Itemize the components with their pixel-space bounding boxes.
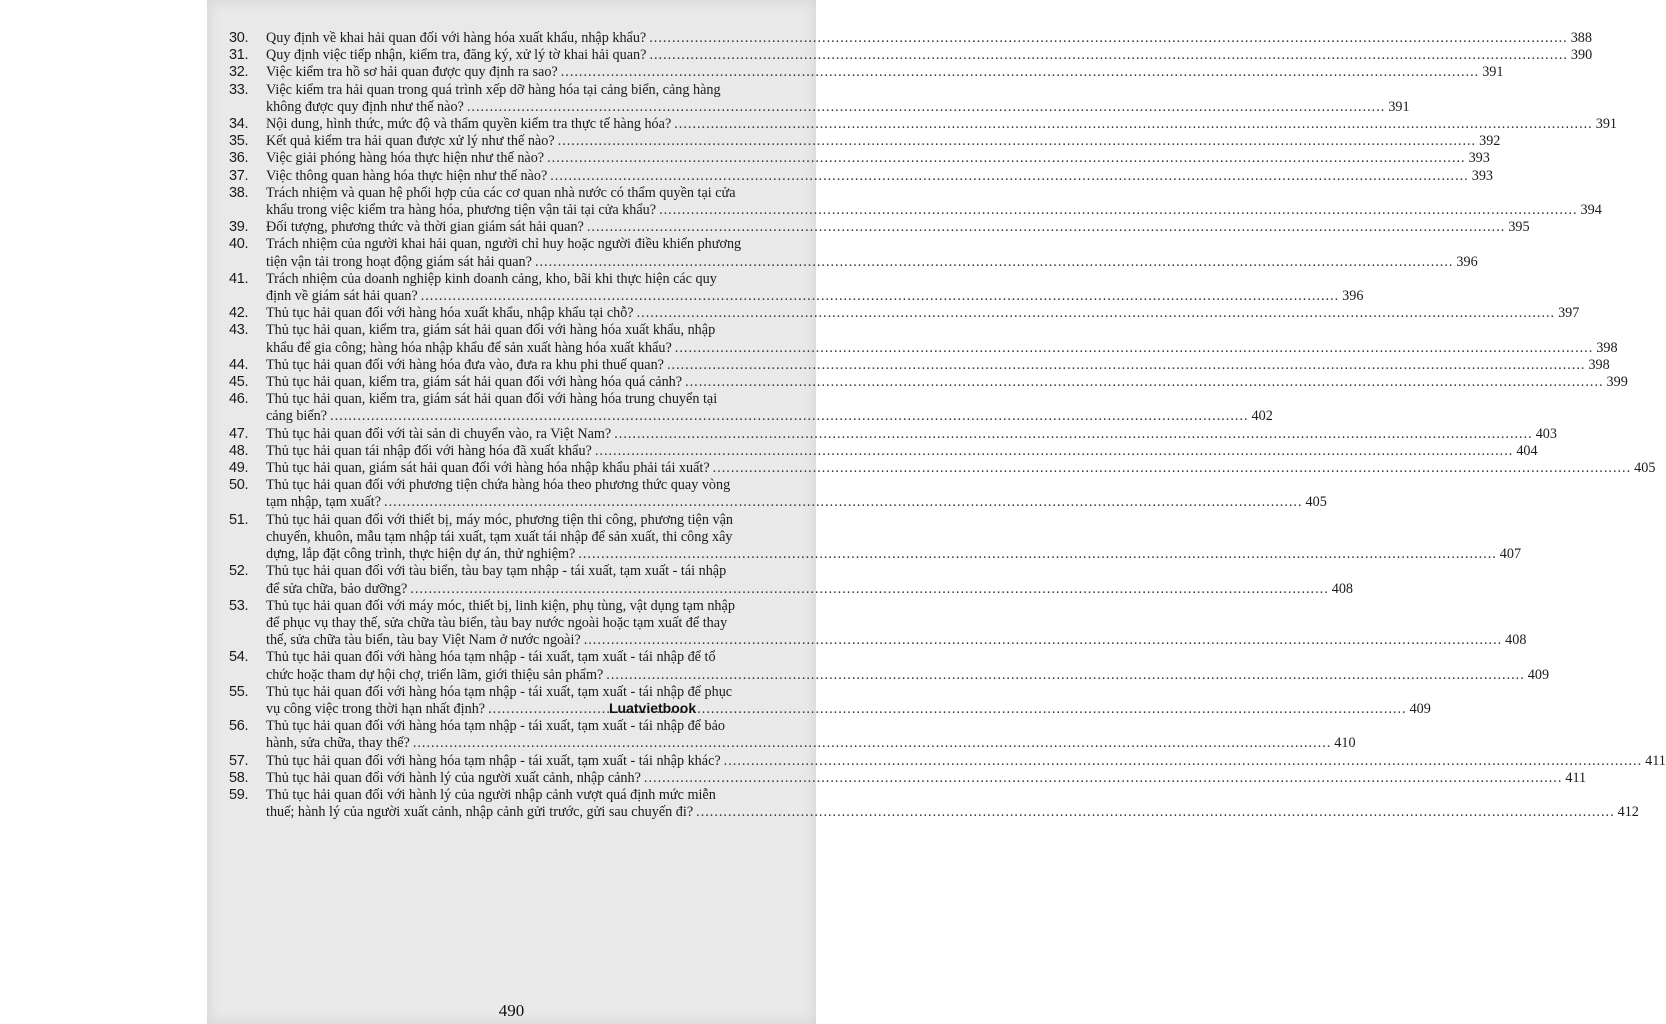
- toc-entry-number: 54.: [229, 649, 249, 666]
- toc-entry-page: 396: [1342, 288, 1364, 305]
- toc-entry-title-line: Thủ tục hải quan đối với hàng hóa tạm nhập - tái xuất, tạm xuất - tái nhập để phục: [266, 683, 733, 700]
- toc-entry-number: 30.: [229, 30, 249, 46]
- toc-entry-line: [266, 271, 1363, 288]
- toc-entry-page: 393: [1471, 167, 1493, 184]
- toc-entry: [229, 116, 1617, 133]
- toc-entry: [229, 597, 1527, 650]
- toc-entry-title-line: Quy định về khai hải quan đối với hàng hóa xuất khẩu, nhập khẩu?: [266, 30, 647, 46]
- dot-leader: [675, 340, 1593, 357]
- toc-entry-text: [266, 787, 1639, 821]
- toc-entry-text: [266, 133, 1500, 150]
- toc-entry-title-line: Nội dung, hình thức, mức độ và thẩm quyền kiểm tra thực tế hàng hóa?: [266, 116, 672, 133]
- toc-entry-text: [266, 718, 1356, 752]
- toc-entry: [229, 649, 1550, 683]
- toc-entry-line: [266, 598, 1526, 615]
- toc-entry-line: [266, 30, 1592, 47]
- toc-entry-title-line: hành, sửa chữa, thay thế?: [266, 735, 410, 752]
- toc-entry: [229, 64, 1504, 81]
- toc-entry-text: [266, 443, 1538, 460]
- toc-entry-number: 58.: [229, 769, 249, 786]
- dot-leader: [421, 288, 1339, 305]
- toc-entry-text: [266, 512, 1521, 564]
- toc-entry-text: [266, 649, 1549, 683]
- dot-leader: [558, 133, 1476, 150]
- toc-entry-title-line: Thủ tục hải quan đối với hàng hóa xuất khẩu, nhập khẩu tại chỗ?: [266, 305, 634, 322]
- toc-entry: [229, 219, 1530, 236]
- book-page: [207, 0, 1666, 1024]
- toc-entry: [229, 184, 1602, 219]
- toc-entry-title-line: để phục vụ thay thế, sửa chữa tàu biển, tàu bay nước ngoài hoặc tạm xuất để thay: [266, 614, 728, 631]
- toc-entry-text: [266, 30, 1592, 47]
- toc-entry-page: 399: [1606, 374, 1628, 391]
- toc-entry-line: [266, 47, 1592, 64]
- dot-leader: [659, 202, 1577, 219]
- dot-leader: [674, 116, 1592, 133]
- toc-entry-title-line: Quy định việc tiếp nhận, kiểm tra, đăng ký, xử lý tờ khai hải quan?: [266, 47, 647, 64]
- toc-entry-line: [266, 168, 1493, 185]
- toc-entry-line: [266, 426, 1557, 443]
- toc-entry-number: 48.: [229, 442, 249, 459]
- toc-entry-line: [266, 494, 1327, 511]
- toc-entry-number: 41.: [229, 270, 249, 287]
- toc-entry-title-line: Thủ tục hải quan đối với thiết bị, máy móc, phương tiện thi công, phương tiện vận: [266, 511, 733, 528]
- toc-entry-page: 403: [1535, 425, 1557, 442]
- toc-entry-title-line: vụ công việc trong thời hạn nhất định?: [266, 700, 486, 717]
- toc-entry-title-line: Trách nhiệm của người khai hải quan, người chỉ huy hoặc người điều khiển phương: [266, 236, 742, 253]
- dot-leader: [637, 305, 1555, 322]
- toc-entry-line: [266, 718, 1356, 735]
- dot-leader: [713, 460, 1631, 477]
- toc-entry: [229, 477, 1327, 511]
- toc-entry-text: [266, 168, 1493, 185]
- toc-entry: [229, 81, 1410, 116]
- dot-leader: [584, 632, 1502, 649]
- toc-entry-title-line: Thủ tục hải quan đối với hàng hóa tạm nhập - tái xuất, tạm xuất - tái nhập để bảo: [266, 718, 726, 735]
- toc-entry: [229, 442, 1538, 460]
- toc-entry-text: [266, 82, 1410, 116]
- toc-entry: [229, 460, 1656, 477]
- toc-entry-title-line: Thủ tục hải quan đối với hành lý của người nhập cảnh vượt quá định mức miễn: [266, 786, 716, 803]
- toc-entry: [229, 683, 1431, 718]
- toc-entry-title-line: Thủ tục hải quan đối với tàu biển, tàu bay tạm nhập - tái xuất, tạm xuất - tái nhập: [266, 563, 727, 580]
- toc-entry-text: [266, 460, 1655, 477]
- dot-leader: [550, 168, 1468, 185]
- toc-entry-page: 397: [1558, 305, 1580, 322]
- toc-entry-line: [266, 219, 1530, 236]
- toc-entry-title-line: Đối tượng, phương thức và thời gian giám sát hải quan?: [266, 219, 584, 236]
- toc-entry-line: [266, 322, 1618, 339]
- toc-entry-line: [266, 563, 1353, 580]
- toc-entry-title-line: Thủ tục hải quan tái nhập đối với hàng hóa đã xuất khẩu?: [266, 442, 592, 459]
- toc-entry-page: 412: [1617, 804, 1639, 821]
- toc-entry-title-line: Thủ tục hải quan đối với hàng hóa tạm nhập - tái xuất, tạm xuất - tái nhập để tổ: [266, 649, 716, 666]
- toc-entry-title-line: Việc thông quan hàng hóa thực hiện như thế nào?: [266, 167, 548, 184]
- toc-entry-number: 42.: [229, 305, 249, 322]
- toc-entry-number: 33.: [229, 81, 249, 98]
- toc-entry-text: [266, 357, 1610, 374]
- toc-entry-line: [266, 202, 1602, 219]
- dot-leader: [606, 667, 1524, 684]
- dot-leader: [410, 581, 1328, 598]
- toc-entry-number: 46.: [229, 391, 249, 408]
- toc-entry-text: [266, 426, 1557, 443]
- dot-leader: [696, 804, 1614, 821]
- toc-entry-line: [266, 546, 1521, 563]
- toc-entry-title-line: khẩu để gia công; hàng hóa nhập khẩu để sản xuất hàng hóa xuất khẩu?: [266, 339, 672, 356]
- toc-entry: [229, 391, 1273, 425]
- dot-leader: [649, 47, 1567, 64]
- toc-entry-number: 59.: [229, 786, 249, 803]
- toc-entry-line: [266, 236, 1478, 253]
- toc-entry-line: [266, 753, 1666, 770]
- toc-entry-text: [266, 150, 1490, 167]
- toc-entry-title-line: Việc kiểm tra hải quan trong quá trình xếp dỡ hàng hóa tại cảng biển, cảng hàng: [266, 81, 721, 98]
- dot-leader: [384, 494, 1302, 511]
- toc-entry-text: [266, 236, 1478, 270]
- toc-entry: [229, 374, 1628, 391]
- toc-entry-page: 407: [1499, 546, 1522, 563]
- toc-entry-line: [266, 804, 1639, 821]
- toc-entry: [229, 270, 1364, 305]
- toc-entry-page: 404: [1516, 442, 1538, 459]
- dot-leader: [547, 150, 1465, 167]
- toc-entry-title-line: khẩu trong việc kiểm tra hàng hóa, phương tiện vận tải tại cửa khẩu?: [266, 202, 657, 219]
- toc-entry-number: 43.: [229, 322, 249, 339]
- toc-entry: [229, 236, 1478, 270]
- toc-entry-page: 393: [1468, 150, 1490, 167]
- toc-entry-title-line: Thủ tục hải quan đối với hàng hóa đưa vào, đưa ra khu phi thuế quan?: [266, 356, 664, 373]
- toc-entry-line: [266, 82, 1410, 99]
- toc-entry-number: 31.: [229, 47, 249, 64]
- toc-entry-line: [266, 374, 1628, 391]
- toc-entry-number: 39.: [229, 219, 249, 236]
- toc-entry-title-line: chức hoặc tham dự hội chợ, triển lãm, giới thiệu sản phẩm?: [266, 666, 604, 683]
- toc-entry-line: [266, 477, 1327, 494]
- toc-entry-title-line: Trách nhiệm và quan hệ phối hợp của các cơ quan nhà nước có thẩm quyền tại cửa: [266, 184, 736, 201]
- toc-entry-line: [266, 701, 1431, 718]
- toc-entry-number: 40.: [229, 236, 249, 253]
- toc-entry-line: [266, 185, 1602, 202]
- toc-entry-page: 396: [1456, 253, 1478, 270]
- toc-entry-title-line: Thủ tục hải quan, giám sát hải quan đối với hàng hóa nhập khẩu phải tái xuất?: [266, 460, 710, 477]
- toc-entry-text: [266, 391, 1273, 425]
- toc-entry-page: 388: [1570, 30, 1592, 46]
- toc-entry-text: [266, 185, 1602, 219]
- toc-entry-text: [266, 116, 1617, 133]
- toc-entry-title-line: Thủ tục hải quan đối với tài sản di chuyển vào, ra Việt Nam?: [266, 425, 612, 442]
- toc-entry-page: 405: [1634, 460, 1656, 477]
- table-of-contents: [229, 30, 1666, 821]
- toc-entry-line: [266, 254, 1478, 271]
- dot-leader: [578, 546, 1496, 563]
- toc-entry-page: 391: [1595, 116, 1617, 133]
- toc-entry-text: [266, 374, 1628, 391]
- toc-entry-title-line: định về giám sát hải quan?: [266, 288, 418, 305]
- toc-entry-title-line: Thủ tục hải quan đối với máy móc, thiết bị, linh kiện, phụ tùng, vật dụng tạm nhập: [266, 597, 735, 614]
- toc-entry-line: [266, 340, 1618, 357]
- toc-entry-number: 56.: [229, 718, 249, 735]
- toc-entry-number: 55.: [229, 683, 249, 700]
- toc-entry-number: 53.: [229, 597, 249, 614]
- toc-entry-page: 395: [1508, 219, 1530, 236]
- dot-leader: [587, 219, 1505, 236]
- toc-entry-page: 392: [1479, 133, 1501, 150]
- toc-entry-number: 32.: [229, 64, 249, 81]
- toc-entry-title-line: Thủ tục hải quan, kiểm tra, giám sát hải quan đối với hàng hóa quá cảnh?: [266, 374, 683, 391]
- toc-entry-title-line: tiện vận tải trong hoạt động giám sát hải quan?: [266, 253, 532, 270]
- toc-entry-line: [266, 99, 1410, 116]
- toc-entry-text: [266, 753, 1666, 770]
- toc-entry-line: [266, 581, 1353, 598]
- toc-entry-title-line: tạm nhập, tạm xuất?: [266, 494, 382, 511]
- toc-entry-title-line: Thủ tục hải quan đối với hành lý của người xuất cảnh, nhập cảnh?: [266, 769, 641, 786]
- toc-entry-title-line: Thủ tục hải quan đối với phương tiện chứa hàng hóa theo phương thức quay vòng: [266, 477, 731, 494]
- toc-entry-line: [266, 632, 1526, 649]
- toc-entry-text: [266, 770, 1586, 787]
- toc-entry-title-line: Việc giải phóng hàng hóa thực hiện như thế nào?: [266, 150, 545, 167]
- toc-entry-line: [266, 512, 1521, 529]
- toc-entry-page: 411: [1565, 769, 1587, 786]
- toc-entry-title-line: thuế; hành lý của người xuất cảnh, nhập cảnh gửi trước, gửi sau chuyến đi?: [266, 804, 694, 821]
- toc-entry-title-line: Thủ tục hải quan đối với hàng hóa tạm nhập - tái xuất, tạm xuất - tái nhập khác?: [266, 752, 721, 769]
- toc-entry-line: [266, 770, 1586, 787]
- toc-entry-number: 34.: [229, 116, 249, 133]
- toc-entry: [229, 322, 1618, 356]
- toc-entry: [229, 718, 1356, 752]
- toc-entry-title-line: Kết quả kiểm tra hải quan được xử lý như thế nào?: [266, 133, 555, 150]
- toc-entry-page: 410: [1334, 735, 1356, 752]
- toc-entry-number: 37.: [229, 167, 249, 184]
- toc-entry: [229, 769, 1587, 787]
- toc-entry-text: [266, 305, 1579, 322]
- toc-entry-title-line: Trách nhiệm của doanh nghiệp kinh doanh cảng, kho, bãi khi thực hiện các quy: [266, 270, 717, 287]
- toc-entry-page: 408: [1505, 632, 1527, 649]
- toc-entry: [229, 356, 1610, 374]
- toc-entry-title-line: cảng biển?: [266, 408, 328, 425]
- toc-entry-number: 35.: [229, 133, 249, 150]
- toc-entry-line: [266, 615, 1526, 632]
- toc-entry-line: [266, 787, 1639, 804]
- toc-entry-title-line: Thủ tục hải quan, kiểm tra, giám sát hải quan đối với hàng hóa xuất khẩu, nhập: [266, 322, 716, 339]
- toc-entry-number: 51.: [229, 511, 249, 528]
- toc-entry: [229, 563, 1354, 597]
- toc-entry-line: [266, 133, 1500, 150]
- dot-leader: [330, 408, 1248, 425]
- toc-entry-text: [266, 598, 1526, 650]
- toc-entry-line: [266, 64, 1503, 81]
- toc-entry-text: [266, 64, 1503, 81]
- toc-entry-title-line: thế, sửa chữa tàu biển, tàu bay Việt Nam ở nước ngoài?: [266, 632, 581, 649]
- toc-entry-number: 45.: [229, 374, 249, 391]
- toc-entry-page: 391: [1482, 64, 1504, 81]
- toc-entry-text: [266, 477, 1327, 511]
- toc-entry: [229, 167, 1493, 185]
- toc-entry-line: [266, 408, 1273, 425]
- toc-entry-text: [266, 322, 1618, 356]
- toc-entry-line: [266, 735, 1356, 752]
- toc-entry-page: 398: [1588, 356, 1610, 373]
- toc-entry: [229, 305, 1580, 322]
- toc-entry-text: [266, 563, 1353, 597]
- dot-leader: [614, 426, 1532, 443]
- toc-entry-line: [266, 288, 1363, 305]
- toc-entry-text: [266, 684, 1431, 718]
- dot-leader: [649, 30, 1567, 47]
- toc-entry-page: 405: [1305, 494, 1327, 511]
- toc-entry-title-line: Thủ tục hải quan, kiểm tra, giám sát hải quan đối với hàng hóa trung chuyển tại: [266, 391, 718, 408]
- toc-entry-page: 402: [1251, 408, 1273, 425]
- dot-leader: [595, 443, 1513, 460]
- toc-entry-title-line: không được quy định như thế nào?: [266, 98, 464, 115]
- toc-entry-page: 409: [1527, 666, 1550, 683]
- toc-entry-number: 57.: [229, 752, 249, 769]
- watermark-text: Luatvietbook: [609, 700, 697, 716]
- toc-entry-line: [266, 649, 1549, 666]
- toc-entry-page: 398: [1596, 339, 1618, 356]
- toc-entry-title-line: để sửa chữa, bảo dưỡng?: [266, 580, 408, 597]
- toc-entry-line: [266, 460, 1655, 477]
- toc-entry-line: [266, 529, 1521, 546]
- toc-entry-number: 49.: [229, 460, 249, 477]
- toc-entry-text: [266, 271, 1363, 305]
- toc-entry-line: [266, 391, 1273, 408]
- toc-entry-number: 52.: [229, 563, 249, 580]
- dot-leader: [644, 770, 1562, 787]
- toc-entry-page: 409: [1409, 700, 1431, 717]
- toc-entry-line: [266, 150, 1490, 167]
- toc-entry: [229, 752, 1666, 770]
- dot-leader: [685, 374, 1603, 391]
- toc-entry-line: [266, 116, 1617, 133]
- toc-entry: [229, 133, 1501, 150]
- toc-entry: [229, 425, 1557, 443]
- toc-entry-number: 44.: [229, 356, 249, 373]
- dot-leader: [667, 357, 1585, 374]
- toc-entry-line: [266, 684, 1431, 701]
- dot-leader: [535, 254, 1453, 271]
- toc-entry-title-line: dựng, lắp đặt công trình, thực hiện dự án, thử nghiệm?: [266, 546, 576, 563]
- toc-entry-line: [266, 443, 1538, 460]
- toc-entry-text: [266, 219, 1530, 236]
- toc-entry-page: 391: [1388, 98, 1410, 115]
- toc-entry-page: 390: [1570, 47, 1593, 64]
- toc-entry: [229, 150, 1490, 167]
- dot-leader: [467, 99, 1385, 116]
- dot-leader: [724, 753, 1642, 770]
- toc-entry-title-line: Việc kiểm tra hồ sơ hải quan được quy định ra sao?: [266, 64, 558, 81]
- toc-entry-line: [266, 357, 1610, 374]
- toc-entry-number: 47.: [229, 425, 249, 442]
- toc-entry-number: 38.: [229, 184, 249, 201]
- toc-entry-text: [266, 47, 1592, 64]
- toc-entry-page: 394: [1580, 202, 1602, 219]
- toc-entry-number: 50.: [229, 477, 249, 494]
- toc-entry: [229, 786, 1639, 821]
- dot-leader: [413, 735, 1331, 752]
- dot-leader: [561, 64, 1479, 81]
- toc-entry-number: 36.: [229, 150, 249, 167]
- toc-entry: [229, 511, 1522, 564]
- toc-entry-line: [266, 667, 1549, 684]
- toc-entry: [229, 47, 1593, 64]
- toc-entry-line: [266, 305, 1579, 322]
- page-number: 490: [498, 1001, 525, 1020]
- toc-entry-page: 411: [1645, 752, 1666, 769]
- toc-entry-title-line: chuyển, khuôn, mẫu tạm nhập tái xuất, tạm xuất tái nhập để sản xuất, thi công xây: [266, 528, 733, 545]
- toc-entry-page: 408: [1331, 580, 1354, 597]
- toc-entry: [229, 30, 1592, 47]
